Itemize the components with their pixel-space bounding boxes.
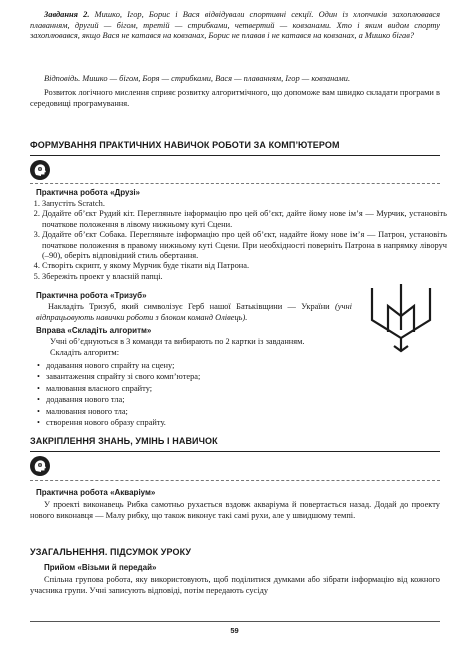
exercise-line-2: Складіть алгоритм: bbox=[50, 348, 120, 357]
answer-label: Відповідь. bbox=[44, 74, 81, 83]
section-2-title: ЗАКРІПЛЕННЯ ЗНАНЬ, УМІНЬ І НАВИЧОК bbox=[30, 436, 218, 446]
task-2-text: Мишко, Ігор, Борис і Вася відвідували спортивні секції. Один із хлопчиків захоплювався плаванням, другий — бігом, третій — стрибками, четвертий — ковзанами. Хто і яким видом спорту захоплювався, якщо Вася не катався на ковзанах, Борис не плавав і не катався на ковзанах, а Мишко бігав? bbox=[30, 10, 440, 41]
section-2-rule bbox=[30, 451, 440, 452]
answer-text: Мишко — бігом, Боря — стрибками, Вася — плаванням, Ігор — ковзанами. bbox=[82, 74, 351, 83]
step-3: 3. Додайте об’єкт Собака. Перегляньте інформацію про цей об’єкт, надайте йому нове ім’я — Патрон, установіть початкове положення в правому нижньому куті Сцени. При необхідності поверніть Патрона в напрямку ліворуч (–90), оберіть відповідний стиль обертання. bbox=[42, 230, 447, 261]
technique-title: Прийом «Візьми й передай» bbox=[44, 563, 157, 572]
algorithm-item: • додавання нового спрайту на сцену; bbox=[46, 360, 426, 371]
page-number: 59 bbox=[230, 626, 239, 635]
task-2-paragraph bbox=[30, 10, 440, 42]
section-1-title: ФОРМУВАННЯ ПРАКТИЧНИХ НАВИЧОК РОБОТИ ЗА КОМП’ЮТЕРОМ bbox=[30, 140, 340, 150]
footer-rule bbox=[30, 621, 440, 622]
work-aquarium-text: У проекті виконавець Рибка самотньо рухається вздовж акваріума й повертається назад. Додай до проекту нового виконавця — Малу рибку, що також виконує такі самі рухи, але у швидшому темпі. bbox=[30, 500, 440, 520]
algorithm-item: • створення нового образу спрайту. bbox=[46, 417, 426, 428]
algorithm-list bbox=[36, 360, 426, 428]
section-1-dash bbox=[30, 183, 440, 184]
brain-head-icon bbox=[30, 456, 50, 476]
algorithm-item: • малювання нового тла; bbox=[46, 406, 426, 417]
task-2-answer bbox=[30, 74, 440, 85]
task-2-label: Завдання 2. bbox=[44, 10, 90, 19]
section-2-dash bbox=[30, 480, 440, 481]
section-3-title: УЗАГАЛЬНЕННЯ. ПІДСУМОК УРОКУ bbox=[30, 547, 192, 557]
intro-paragraph: Розвиток логічного мислення сприяє розвитку алгоритмічного, що допоможе вам швидко складати програми в середовищі програмування. bbox=[30, 88, 440, 108]
work-friends-steps bbox=[30, 199, 447, 282]
technique-text: Спільна групова робота, яку використовують, щоб поділитися думками або зібрати інформацію від кожного учасника групи. Учні записують відповіді, потім передають сусіду bbox=[30, 575, 440, 595]
step-2: 2. Додайте об’єкт Рудий кіт. Перегляньте інформацію про цей об’єкт, дайте йому нове ім’я — Мурчик, установіть початкове положення в лівому нижньому куті Сцени. bbox=[42, 209, 447, 230]
step-5: 5. Збережіть проект у власній папці. bbox=[42, 272, 447, 282]
work-aquarium-title: Практична робота «Акваріум» bbox=[36, 488, 156, 497]
work-trident-text: Накладіть Тризуб, який символізує Герб нашої Батьківщини — України (учні відпрацьовують навички роботи з блоком команд Олівець). bbox=[36, 302, 352, 322]
step-4: 4. Створіть скрипт, у якому Мурчик буде тікати від Патрона. bbox=[42, 261, 447, 271]
work-trident-title: Практична робота «Тризуб» bbox=[36, 291, 147, 300]
algorithm-item: • малювання власного спрайту; bbox=[46, 383, 426, 394]
exercise-line-1: Учні об’єднуються в 3 команди та вибирають по 2 картки із завданням. bbox=[50, 337, 305, 346]
algorithm-item: • завантаження спрайту зі свого комп’ютера; bbox=[46, 371, 426, 382]
work-friends-title: Практична робота «Друзі» bbox=[36, 188, 140, 197]
exercise-title: Вправа «Складіть алгоритм» bbox=[36, 326, 152, 335]
brain-head-icon bbox=[30, 160, 50, 180]
section-1-rule bbox=[30, 155, 440, 156]
step-1: 1. Запустіть Scratch. bbox=[42, 199, 447, 209]
algorithm-item: • додавання нового тла; bbox=[46, 394, 426, 405]
